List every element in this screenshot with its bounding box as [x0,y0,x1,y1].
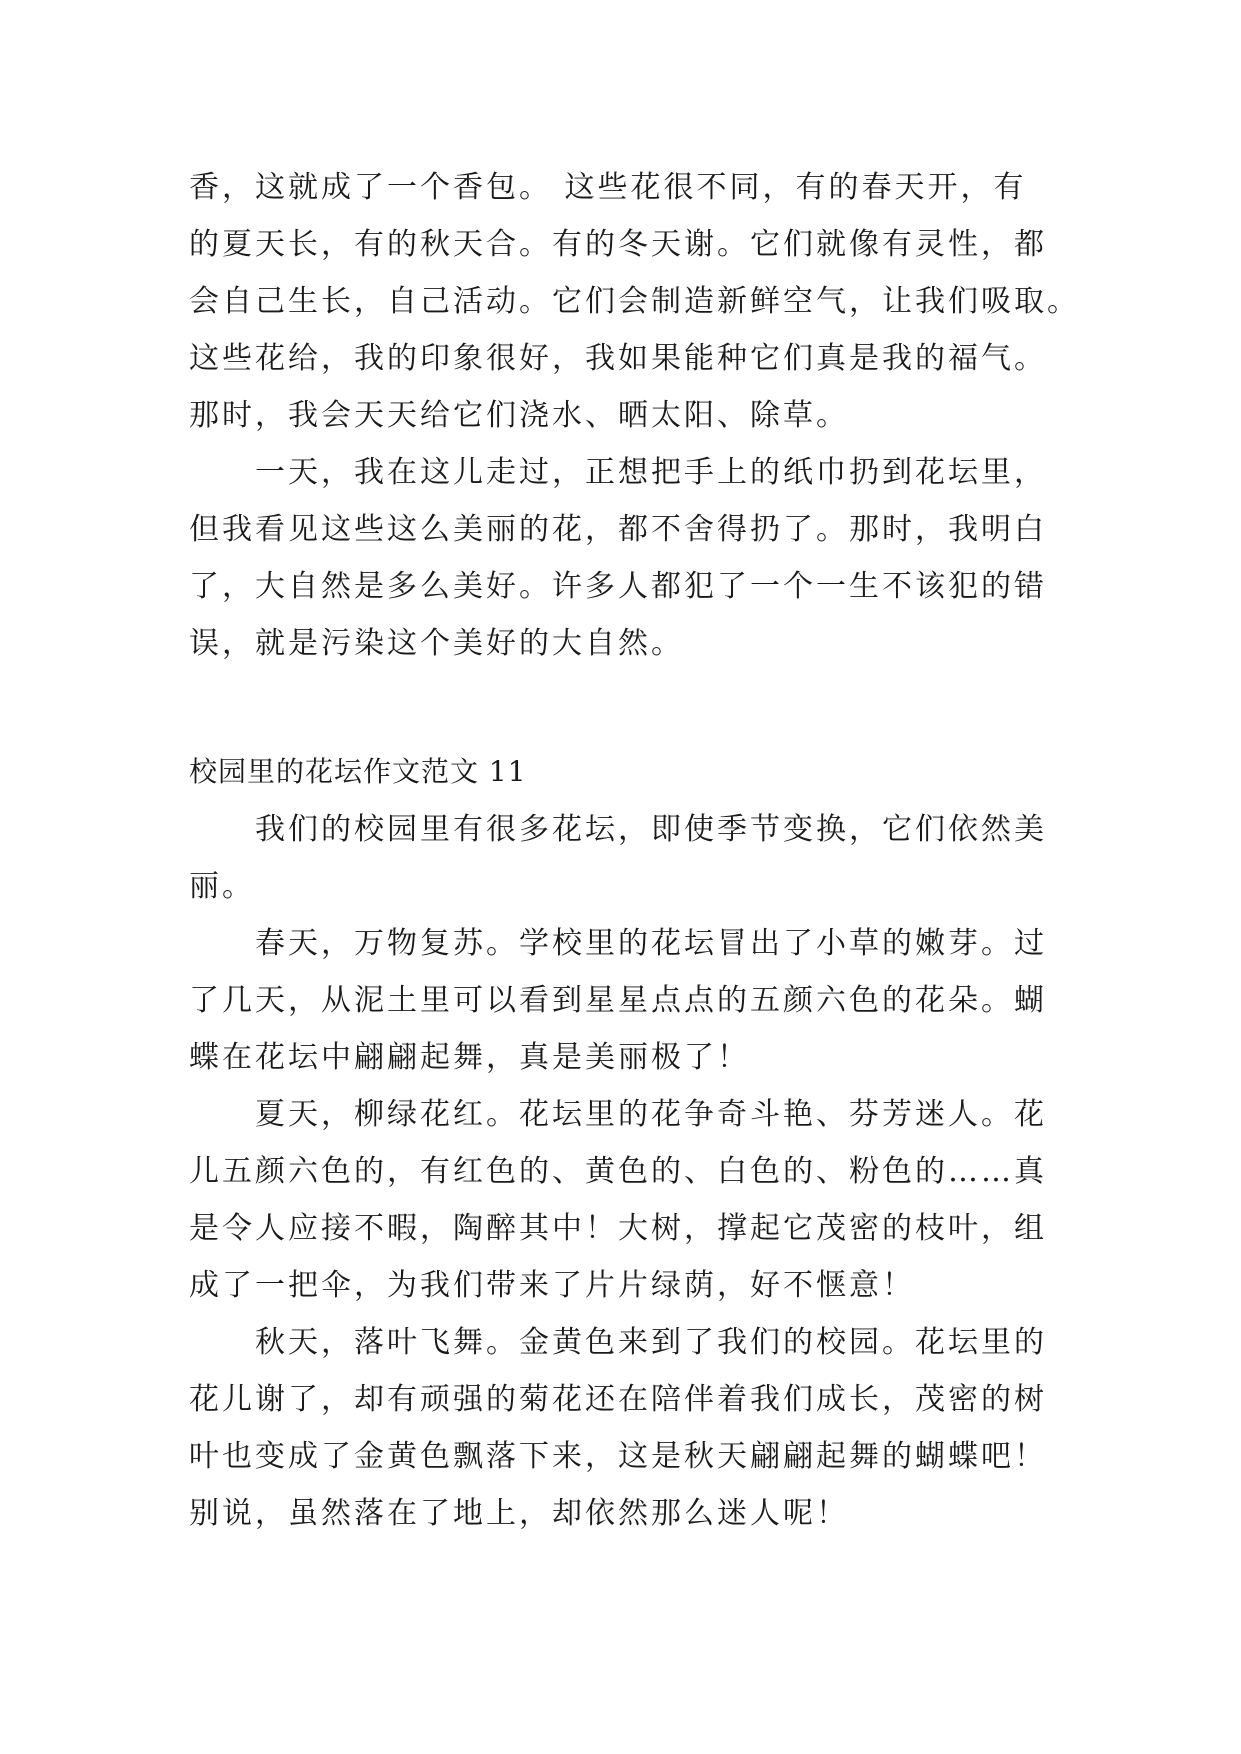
text-line: 蝶在花坛中翩翩起舞，真是美丽极了！ [189,1040,750,1075]
text-line: 夏天，柳绿花红。花坛里的花争奇斗艳、芬芳迷人。花 [189,1097,1047,1132]
text-line: 但我看见这些这么美丽的花，都不舍得扔了。那时，我明白 [189,512,1047,547]
text-line: 那时，我会天天给它们浇水、晒太阳、除草。 [189,398,849,433]
section-heading: 校园里的花坛作文范文 11 [189,755,527,788]
text-line: 这些花给，我的印象很好，我如果能种它们真是我的福气。 [189,341,1047,376]
text-line: 成了一把伞，为我们带来了片片绿荫，好不惬意！ [189,1268,915,1303]
text-line: 丽。 [189,869,255,904]
text-line: 一天，我在这儿走过，正想把手上的纸巾扔到花坛里， [189,455,1047,490]
text-line: 香，这就成了一个香包。 这些花很不同，有的春天开，有 [189,170,1027,205]
text-line: 秋天，落叶飞舞。金黄色来到了我们的校园。花坛里的 [189,1325,1047,1360]
text-line: 儿五颜六色的，有红色的、黄色的、白色的、粉色的……真 [189,1154,1047,1189]
text-line: 误，就是污染这个美好的大自然。 [189,626,684,661]
text-line: 的夏天长，有的秋天合。有的冬天谢。它们就像有灵性，都 [189,227,1047,262]
text-line: 叶也变成了金黄色飘落下来，这是秋天翩翩起舞的蝴蝶吧！ [189,1439,1047,1474]
text-line: 是令人应接不暇，陶醉其中！大树，撑起它茂密的枝叶，组 [189,1211,1047,1246]
text-line: 别说，虽然落在了地上，却依然那么迷人呢！ [189,1496,849,1531]
text-line: 会自己生长，自己活动。它们会制造新鲜空气，让我们吸取。 [189,284,1080,319]
text-line: 我们的校园里有很多花坛，即使季节变换，它们依然美 [189,812,1047,847]
text-line: 春天，万物复苏。学校里的花坛冒出了小草的嫩芽。过 [189,926,1047,961]
text-line: 了，大自然是多么美好。许多人都犯了一个一生不该犯的错 [189,569,1047,604]
text-line: 了几天，从泥土里可以看到星星点点的五颜六色的花朵。蝴 [189,983,1047,1018]
text-line: 花儿谢了，却有顽强的菊花还在陪伴着我们成长，茂密的树 [189,1382,1047,1417]
